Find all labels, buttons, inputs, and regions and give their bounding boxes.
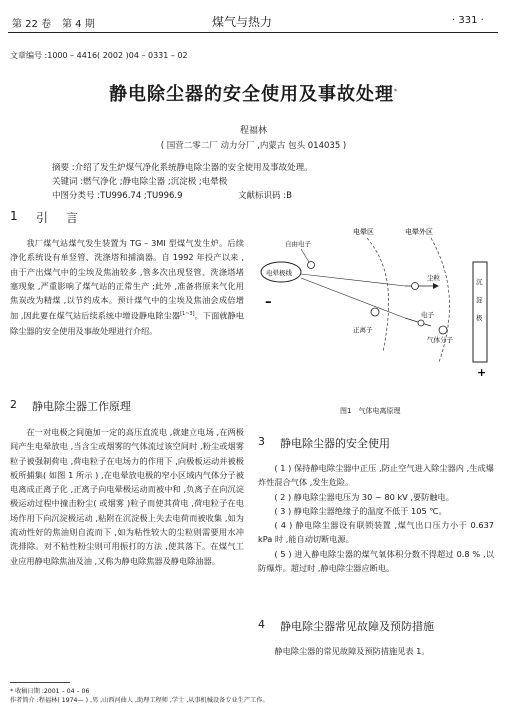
- header-page: · 331 ·: [452, 15, 484, 26]
- section3-body: [258, 461, 494, 575]
- footnote: [10, 687, 269, 705]
- label-dust: 尘粒: [427, 274, 440, 282]
- affiliation: ( 国营二零二厂 动力分厂 ,内蒙古 包头 014035 ): [160, 141, 347, 151]
- header-issue: 第 4 期: [62, 19, 95, 30]
- document-code: 文献标识码 :B: [238, 191, 292, 201]
- footnote-received-text: 收稿日期 :2001 – 04 – 06: [15, 688, 90, 695]
- safety-item-1: ( 1 ) 保持静电除尘器中正压 ,防止空气进入除尘器内 ,生成爆炸性混合气体 ,发生危险。: [258, 463, 494, 488]
- free-electron-leader: [301, 249, 309, 262]
- section3-heading: 静电除尘器的安全使用: [280, 437, 390, 450]
- section1-paragraph: 我厂煤气站煤气发生装置为 TG – 3MI 型煤气发生炉。后续净化系统设有单竖管、洗涤塔和捕滴器。自 1992 年投产以来 ,由于产出煤气中的尘埃及焦油较多 ,管多次出现竖管、洗涤塔堵塞现象 ,严重影响了煤气站的正常生产 ;此外 ,准备将原来气化用焦炭改为精煤 ,以节约成本。预计煤气中的尘埃及焦油会成倍增加 ,因此要在煤气站后续系统中增设静电除尘器: [10, 238, 244, 322]
- collector-plate: [473, 262, 487, 362]
- label-outer-zone: 电晕外区: [405, 228, 433, 236]
- section1-number: 1: [10, 209, 18, 223]
- section3-number: 3: [258, 435, 265, 448]
- collector-polarity: +: [477, 366, 487, 379]
- abstract: 摘要 :介绍了发生炉煤气净化系统静电除尘器的安全使用及事故处理。: [52, 163, 313, 173]
- label-corona-zone: 电晕区: [353, 228, 374, 236]
- dust-arrowhead: [433, 283, 439, 289]
- footnote-bio: 作者简介 :程福林( 1974— ) ,男 ,山西河曲人 ,助理工程师 ,学士 ,从事机械设备专业生产工作。: [10, 697, 269, 704]
- section4-body: [258, 644, 494, 658]
- section1-paragraph-end: 。下面就静电除尘器的安全使用及事故处理进行介绍。: [10, 311, 244, 336]
- title-text: 静电除尘器的安全使用及事故处理: [109, 84, 394, 105]
- label-corona-wire: 电晕极线: [266, 269, 292, 277]
- label-collector-1: 沉: [476, 278, 483, 286]
- section4-number: 4: [258, 618, 265, 631]
- section1-body: [10, 236, 244, 338]
- label-electron: 电子: [421, 311, 434, 319]
- section2-paragraph: 在一对电极之间施加一定的高压直流电 ,就建立电场 ,在两极间产生电晕放电 ,当含尘或烟雾的气体流过该空间时 ,粉尘或烟雾粒子被强制荷电 ,荷电粒子在电场力的作用下 ,向极板运动并被极板所捕集( 如图 1 所示 ) ,在电晕放电极的窄小区域内气体分子被电离成正离子化 ,正离子向电晕极运动而被中和 ,负离子在向沉淀极运动过程中撞击粉尘( 或烟雾 )粒子而使其荷电 ,荷电粒子在电场作用下向沉淀极运动 ,粘附在沉淀极上失去电荷而被收集 ,如为流动性好的焦油则自流而下 ,如为粘性较大的尘粒则需要用水冲洗排除。对不粘性粉尘则可用振打的方法 ,使其落下。在煤气工业应用静电除焦油及油 ,又称为静电除焦器及静电除油器。: [10, 427, 244, 566]
- clc-number: 中图分类号 :TU996.74 ;TU996.9: [52, 191, 183, 201]
- label-gas-molecule: 气体分子: [427, 336, 453, 344]
- section1-heading: 引 言: [36, 211, 82, 225]
- section1-citation: [1~3]: [180, 311, 195, 318]
- header-rule: [8, 32, 498, 33]
- electron-particle: [418, 320, 424, 326]
- keywords: 关键词 :燃气净化 ;静电除尘器 ;沉淀极 ;电晕极: [52, 177, 228, 187]
- footnote-received: [10, 687, 269, 696]
- corona-boundary: [367, 238, 389, 352]
- figure-caption: 图1 气体电离原理: [340, 407, 401, 415]
- free-electron-particle: [308, 262, 315, 269]
- safety-item-4: ( 4 ) 静电除尘器设有联锁装置 ,煤气出口压力小于 0.637 kPa 时 ,能自动切断电源。: [258, 520, 494, 545]
- header-journal: 煤气与热力: [212, 15, 273, 29]
- figure-gas-ionization: [255, 222, 503, 388]
- section2-heading: 静电除尘器工作原理: [32, 400, 131, 413]
- positive-ion-particle: [371, 308, 379, 316]
- footnote-mark: *: [10, 688, 14, 695]
- safety-item-2: ( 2 ) 静电除尘器电压为 30 ~ 80 kV ,要防触电。: [274, 491, 454, 502]
- gas-molecule-particle: [439, 326, 447, 334]
- label-collector-2: 淀: [476, 296, 483, 304]
- dust-particle: [412, 283, 419, 290]
- section2-number: 2: [10, 398, 17, 411]
- paper-title: [0, 80, 507, 106]
- section4-paragraph: 静电除尘器的常见故障及预防措施见表 1。: [274, 646, 430, 656]
- label-collector-3: 极: [476, 314, 483, 322]
- safety-item-5: ( 5 ) 进入静电除尘器的煤气氧体积分数不得超过 0.8 % ,以防爆炸。超过时 ,静电除尘器应断电。: [258, 548, 494, 574]
- header-volume: 第 22 卷: [12, 19, 52, 30]
- safety-item-3: ( 3 ) 静电除尘器绝缘子的温度不低于 105 ℃。: [274, 505, 447, 516]
- footnote-rule: [10, 682, 70, 683]
- title-footnote-mark: *: [394, 88, 398, 95]
- label-free-electron: 自由电子: [285, 240, 311, 248]
- label-positive-ion: 正离子: [353, 326, 373, 334]
- corona-wire-polarity: –: [265, 295, 272, 310]
- article-number: 文章编号 :1000 – 4416( 2002 )04 – 0331 – 02: [10, 51, 188, 60]
- section2-body: [10, 425, 244, 568]
- author: 程福林: [239, 126, 267, 136]
- section4-heading: 静电除尘器常见故障及预防措施: [280, 620, 434, 633]
